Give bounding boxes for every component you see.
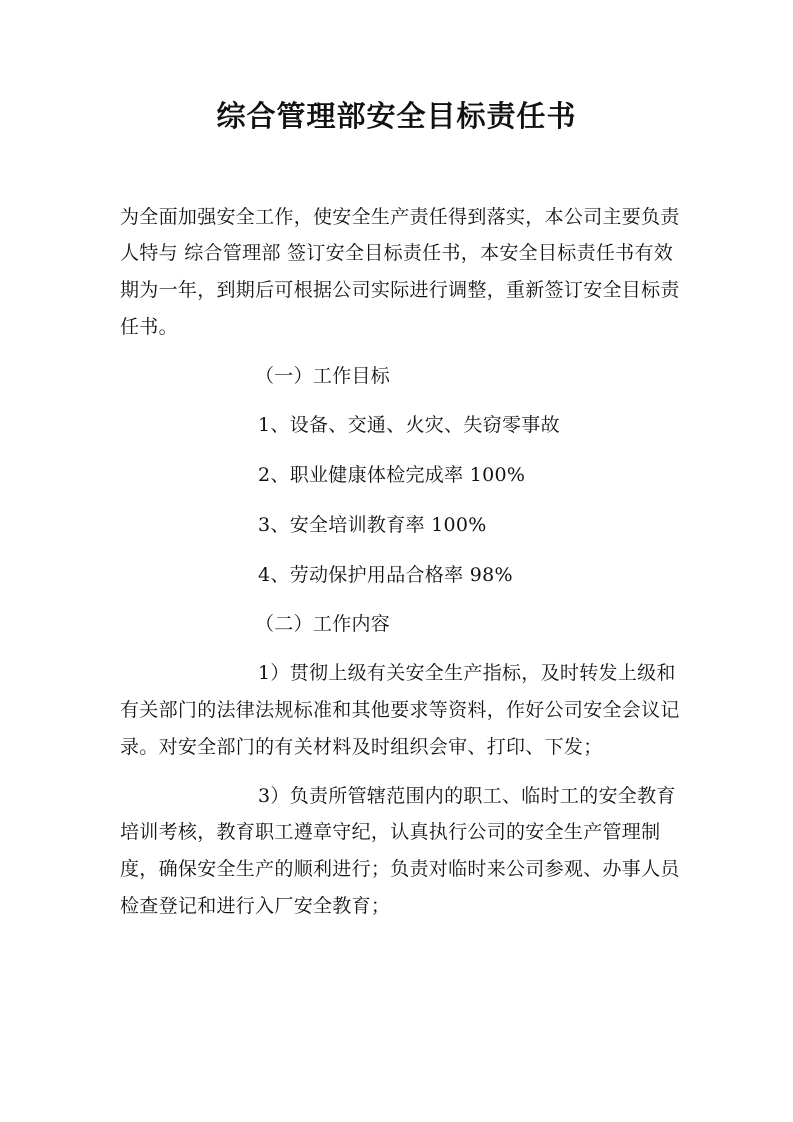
content-item-1-line-3: 录。对安全部门的有关材料及时组织会审、打印、下发； — [120, 736, 603, 758]
goal-item-3: 3、安全培训教育率 100% — [258, 514, 487, 536]
goal-item-1: 1、设备、交通、火灾、失窃零事故 — [258, 414, 560, 436]
content-item-1-line-1: 1）贯彻上级有关安全生产指标，及时转发上级和 — [258, 662, 676, 684]
intro-line-2: 人特与 综合管理部 签订安全目标责任书，本安全目标责任书有效 — [120, 242, 674, 264]
intro-line-1: 为全面加强安全工作，使安全生产责任得到落实，本公司主要负责 — [120, 206, 680, 228]
section-heading-goals: （一）工作目标 — [255, 365, 391, 387]
content-item-3-line-1: 3）负责所管辖范围内的职工、临时工的安全教育 — [258, 785, 676, 807]
content-item-3-line-4: 检查登记和进行入厂安全教育； — [120, 895, 391, 917]
section-heading-content: （二）工作内容 — [255, 613, 391, 635]
intro-line-4: 任书。 — [120, 316, 178, 338]
content-item-3-line-2: 培训考核，教育职工遵章守纪，认真执行公司的安全生产管理制 — [120, 821, 661, 843]
content-item-1-line-2: 有关部门的法律法规标准和其他要求等资料，作好公司安全会议记 — [120, 699, 680, 721]
content-item-3-line-3: 度，确保安全生产的顺利进行；负责对临时来公司参观、办事人员 — [120, 858, 680, 880]
intro-line-3: 期为一年，到期后可根据公司实际进行调整，重新签订安全目标责 — [120, 279, 680, 301]
goal-item-4: 4、劳动保护用品合格率 98% — [258, 564, 513, 586]
goal-item-2: 2、职业健康体检完成率 100% — [258, 464, 526, 486]
document-title: 综合管理部安全目标责任书 — [216, 99, 577, 133]
